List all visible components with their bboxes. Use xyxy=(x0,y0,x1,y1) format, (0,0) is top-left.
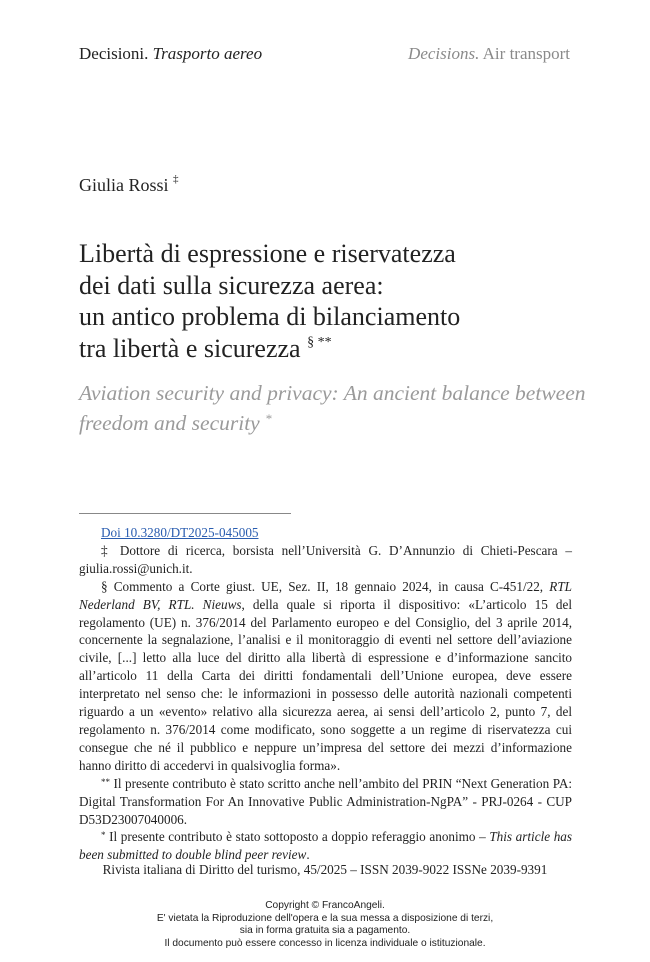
footnote-review-mark: * xyxy=(101,830,106,841)
footnote-review-text-en: This article has been submitted to double blind peer review xyxy=(79,829,573,863)
header-journal-section: Decisioni. xyxy=(79,44,149,63)
title-line-3: un antico problema di bilanciamento xyxy=(79,302,461,331)
footnote-author xyxy=(79,542,572,578)
journal-footer: Rivista italiana di Diritto del turismo, 45/2025 – ISSN 2039-9022 ISSNe 2039-9391 xyxy=(102,862,548,877)
copyright-line-1: Copyright © FrancoAngeli. xyxy=(265,900,385,911)
footnote-review xyxy=(79,828,572,864)
author-line xyxy=(79,175,179,196)
doi-link[interactable]: Doi 10.3280/DT2025-045005 xyxy=(101,525,259,540)
author-name: Giulia Rossi xyxy=(79,175,169,195)
subtitle-line-1: Aviation security and privacy: An ancient balance between xyxy=(79,381,586,405)
footnote-review-text-end: . xyxy=(306,847,310,863)
title-line-4 xyxy=(79,333,599,365)
footnote-case-text-a: Commento a Corte giust. UE, Sez. II, 18 gennaio 2024, in causa C-451/22, xyxy=(113,578,544,594)
footnote-prin-mark: ** xyxy=(101,776,110,787)
copyright-line-3: sia in forma gratuita sia a pagamento. xyxy=(239,925,411,937)
footnote-author-text: Dottore di ricerca, borsista nell’Università G. D’Annunzio di Chieti-Pescara – giulia.rossi@unich.it. xyxy=(79,542,572,576)
doi-line xyxy=(79,524,572,542)
footnote-separator xyxy=(79,513,291,514)
header-section-en: Decisions. xyxy=(408,44,480,63)
title-line-4-text: tra libertà e sicurezza xyxy=(79,333,301,363)
footnote-review-text-a: Il presente contributo è stato sottoposto a doppio referaggio anonimo – xyxy=(109,829,486,845)
running-header-right xyxy=(408,44,570,64)
copyright-line-2: E' vietata la Riproduzione dell'opera e la sua messa a disposizione di terzi, xyxy=(156,912,494,924)
title-line-1: Libertà di espressione e riservatezza xyxy=(79,239,456,268)
footnote-case-comment xyxy=(79,578,572,775)
article-title xyxy=(79,238,599,364)
running-header-left xyxy=(79,44,262,64)
footnote-case-mark: § xyxy=(101,578,108,594)
title-line-2: dei dati sulla sicurezza aerea: xyxy=(79,270,384,300)
footnote-case-text-b: , della quale si riporta il dispositivo: «L’articolo 15 del regolamento (UE) n. 376/2014 del Parlamento europeo e del Consiglio, del 3 aprile 2014, concernente la segnalazione, l’analisi e il monitoraggio di eventi nel settore dell’aviazione civile, [...] letto alla luce del diritto alla libertà di espressione e d’informazione sancito all’articolo 11 della Carta dei diritti fondamentali dell’Unione europea, deve essere interpretato nel senso che: le informazioni in possesso delle autorità nazionali competenti riguardo a un «evento» relativo alla sicurezza aerea, ai sensi dell’articolo 2, punto 7, del regolamento n. 376/2014 come modificato, sono soggette a un regime di riservatezza cui consegue che né il pubblico e neppure un’impresa del settore dei mezzi d’informazione hanno diritto di accedervi in qualsivoglia forma». xyxy=(79,596,572,773)
footnotes xyxy=(79,524,572,864)
subtitle-line-2 xyxy=(79,408,599,438)
subtitle-line-2-text: freedom and security xyxy=(79,411,260,435)
header-subsection: Trasporto aereo xyxy=(152,44,263,63)
author-footnote-mark: ‡ xyxy=(173,173,179,185)
footnote-case-name: RTL Nederland BV, RTL. Nieuws xyxy=(79,578,572,612)
copyright-line-4: Il documento può essere concesso in licenza individuale o istituzionale. xyxy=(164,937,486,949)
copyright-notice xyxy=(0,900,650,950)
footnote-prin xyxy=(79,775,572,829)
title-footnote-marks: § ** xyxy=(307,334,332,350)
subtitle-footnote-mark: * xyxy=(265,411,272,426)
footnote-author-mark: ‡ xyxy=(101,542,113,558)
header-subsection-en: Air transport xyxy=(482,44,570,63)
article-subtitle xyxy=(79,378,599,438)
footnote-prin-text: Il presente contributo è stato scritto anche nell’ambito del PRIN “Next Generation PA: Digital Transformation For An Innovative Public Administration-NgPA” - PRJ-0264 - CUP D53D23007040006. xyxy=(79,775,573,827)
